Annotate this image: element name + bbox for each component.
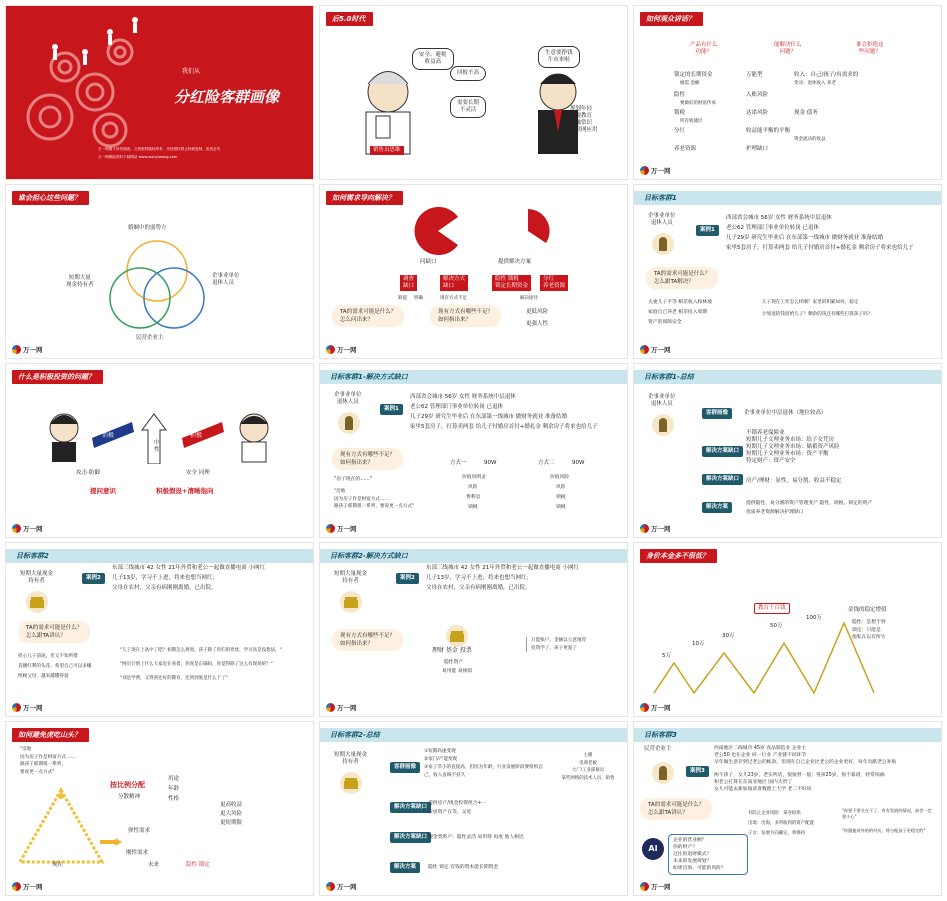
slide-title: 身价本金多不很低？ bbox=[640, 549, 717, 563]
short-term: 更短期限 bbox=[220, 820, 243, 826]
case-line: 早年做生意存到过老公的帐款、但现在自己企业比老公的企业更好，每年贡献老公补贴 bbox=[714, 760, 897, 765]
profile-line: ③家子非小的直接高，但因为年龄，行业发展阶段要组织自己，收入直线不持久 bbox=[424, 765, 543, 778]
slide-1-cover[interactable] bbox=[6, 6, 313, 179]
logo: 万一网 bbox=[640, 166, 671, 175]
note-line: 怎么问出来？ bbox=[340, 317, 374, 323]
solution-label: 提供解决方案 bbox=[498, 259, 532, 265]
trait-item: 互联网应用 bbox=[570, 127, 598, 133]
section-tag: 解决方案缺口 bbox=[390, 802, 431, 813]
left-item: 养老资源 bbox=[674, 146, 697, 152]
note-line: 怎么跟TA讲认？ bbox=[26, 633, 66, 639]
note-line: TA的需求可能是什么？ bbox=[648, 802, 705, 808]
bullet: 短期儿子文理业务市场：储蓄资产风险 bbox=[746, 444, 840, 450]
slide-title: 目标客群3 bbox=[634, 728, 941, 742]
result-line: 更低风险 bbox=[526, 309, 549, 315]
case-tag: 案例1 bbox=[380, 404, 403, 415]
need-item: 夫妻儿子平等 相差收入和林坡 bbox=[648, 300, 712, 305]
bullet-list bbox=[746, 430, 840, 465]
slide-title: 如何需求导向解决？ bbox=[326, 191, 403, 205]
logo: 万一网 bbox=[640, 345, 671, 354]
slide-title: 如何避免虎吃山头？ bbox=[12, 728, 89, 742]
slide-4[interactable] bbox=[6, 185, 313, 358]
slide-title: 目标客群2-总结 bbox=[320, 728, 627, 742]
slide-2[interactable] bbox=[320, 6, 627, 179]
trait-item: 金融常识 bbox=[570, 120, 593, 126]
method-2-item: 价值风险 bbox=[550, 475, 570, 480]
need-item: 照顾父母、越来越懂得爱 bbox=[18, 674, 69, 679]
box-sub: 隐性：是想不到 锁定：只能是 他私在以有所失 bbox=[852, 620, 886, 640]
slide-12[interactable] bbox=[634, 543, 941, 716]
section-tag: 解决方案缺口 bbox=[702, 446, 743, 457]
need-item: 出境：出海，多所收到的资产配置 bbox=[748, 821, 814, 826]
elderly-person-icon bbox=[652, 414, 674, 436]
method-1-item: 锁税 bbox=[468, 505, 478, 510]
point-label: 100万 bbox=[806, 615, 822, 621]
case-line: 和老公打算在东南亚地区 国内太贵了 bbox=[714, 780, 793, 785]
who-label: 短期大量现金 持有者 bbox=[20, 571, 54, 584]
box-label: 金钱的稳定增值 bbox=[848, 607, 887, 613]
gap-box: 隐性 锁税 锁定长期资金 bbox=[492, 275, 531, 291]
easy-use-label: 易用能 易相似 bbox=[442, 669, 473, 674]
spread-label: 分散精神 bbox=[118, 794, 141, 800]
high-return: 更高收益 bbox=[220, 802, 243, 808]
business-owner-icon bbox=[652, 762, 674, 784]
case-line: 父母在农村，父亲有病刚刚离婚，已出院。 bbox=[426, 585, 531, 591]
case-line: 家里5套房子，打算卖两套 给儿子付婚房首付+婚礼金 剩余房子将来也给儿子 bbox=[410, 424, 598, 430]
need-item: 直播红利的头花、希望自己可以多赚 bbox=[18, 664, 92, 669]
quote-2: "房地 因为房子作是财富方式…… 跟孩子那期很一系列，要说更一点方式" bbox=[334, 489, 415, 509]
bubble-bull-market: 生意要挣钱 牛市来啦 bbox=[538, 46, 580, 68]
gap-box: 调查 缺口 bbox=[400, 275, 417, 291]
bubble-long-term: 需要长期 不灵活 bbox=[450, 96, 486, 118]
right-item: 收入：自己/孩子/有需求的 bbox=[794, 72, 859, 78]
question-3: 谁会拒绝这 些问题？ bbox=[856, 42, 884, 55]
bullet: 特定财产：资产安全 bbox=[746, 458, 796, 464]
case-line: 父母在农村，父亲有病刚刚离婚，已出院。 bbox=[112, 585, 217, 591]
high-risk: 更大风险 bbox=[220, 811, 243, 817]
slide-8[interactable] bbox=[320, 364, 627, 537]
right-note: 万能账户，金额以立意推荐 投资学了，孩子更爱了 bbox=[526, 637, 622, 652]
slide-14[interactable] bbox=[320, 722, 627, 895]
note-line: 怎么跟TA讲认？ bbox=[648, 810, 688, 816]
gap-box: 解决方式 缺口 bbox=[440, 275, 468, 291]
case-line: 西南地区二线城市 45岁 食品制造业 企业主 bbox=[714, 746, 807, 751]
quote: "房地 因为房子作是财富方式…… 跟孩子那期很一系列， 要说更一点方式" bbox=[20, 747, 76, 775]
case-line: 儿子13岁，学习不上进，将来也想当网红； bbox=[112, 575, 218, 581]
quote: "儿子现在上高中了吧？初期怎么规划，孩子除了你们的担忧，学习真是没想法。" bbox=[120, 648, 282, 653]
trait-item: 规划年轻 bbox=[570, 106, 593, 112]
question-note bbox=[332, 629, 403, 651]
slide-15[interactable] bbox=[634, 722, 941, 895]
who-label: 短期大量现金 持有者 bbox=[334, 571, 368, 584]
gap-sub: 现有方式不足 bbox=[440, 296, 467, 301]
profile-line: ②家门/产能变现 bbox=[424, 757, 458, 762]
logo: 万一网 bbox=[326, 703, 357, 712]
case-line: 东部三线城市 42 女性 21年外贸和老公一起做直播电商 小网红 bbox=[426, 565, 579, 571]
products-label: 理财 基金 投票 bbox=[432, 647, 472, 654]
logo: 万一网 bbox=[640, 703, 671, 712]
case-line: 西部省会城市 56岁 女性 财务系统中层退休 bbox=[726, 215, 832, 221]
logo: 万一网 bbox=[12, 345, 43, 354]
section-tag: 解决方案缺口 bbox=[390, 832, 431, 843]
ai-question: 企业的营业额？ bbox=[673, 838, 707, 843]
need-item: 担心儿子前途、但又不知所措 bbox=[18, 654, 78, 659]
factor: 年龄 bbox=[168, 786, 180, 792]
quote: "你要不要关在干了，有有发展的情况，前会一定要小心" bbox=[842, 808, 932, 819]
section-tag: 客群画像 bbox=[390, 762, 420, 773]
need-item: 有防止企业风险：某业损损 bbox=[748, 811, 801, 816]
gold-bars-icon bbox=[446, 625, 468, 647]
note-line: 现有方式有哪些不足？ bbox=[438, 309, 494, 315]
factor: 性格 bbox=[168, 796, 180, 802]
quote: "刘是学费，又得到还好的教育，还到到底是什么个了" bbox=[120, 676, 228, 681]
cover-line-2: 万一网保险资料下载网站 www.wanyiwang.com bbox=[98, 155, 178, 159]
gap-line: 提供房产/现金投资组合+一 bbox=[428, 801, 487, 806]
slide-3[interactable] bbox=[634, 6, 941, 179]
trait-list bbox=[570, 106, 598, 134]
slide-5[interactable] bbox=[320, 185, 627, 358]
slide-11[interactable] bbox=[320, 543, 627, 716]
gap-line: 安居资产在等，父母 bbox=[428, 810, 472, 815]
method-1-item: 价值风明灵 bbox=[462, 475, 486, 480]
point-label: 50万 bbox=[770, 623, 783, 629]
point-label: 10万 bbox=[692, 641, 705, 647]
note-line: TA的需求可能是什么？ bbox=[26, 625, 83, 631]
case-tag: 案例2 bbox=[82, 573, 105, 584]
section-tag: 客群画像 bbox=[702, 408, 732, 419]
left-item: 锁税 bbox=[674, 110, 686, 116]
note-line: 现有方式有哪些不足？ bbox=[340, 633, 396, 639]
question-note bbox=[332, 305, 404, 327]
logo: 万一网 bbox=[12, 882, 43, 891]
case-line: 老公62 管理部门事业单位转岗 已退休 bbox=[410, 404, 503, 410]
logo: 万一网 bbox=[326, 524, 357, 533]
solution-line: 隐性 锁定 有钱的资本能长期资金 bbox=[428, 865, 499, 870]
method-1: 方式一 bbox=[450, 460, 467, 466]
ai-question-box bbox=[668, 834, 748, 875]
note-line: 如何指出来？ bbox=[340, 641, 374, 647]
question-note bbox=[332, 448, 403, 470]
gap-sub: 解决途径 bbox=[520, 296, 538, 301]
question-2: 能解决什么 问题？ bbox=[774, 42, 802, 55]
positive-label: 积极 bbox=[190, 432, 203, 439]
method-1-value: 90W bbox=[484, 460, 497, 466]
quote: "你跟他对外的的经历，将分配孩子更稳定的" bbox=[842, 828, 926, 833]
quote: "网页行情上什么大家也在看着，你真是正确吗，你觉得除了这么有现场的？" bbox=[120, 662, 273, 667]
elastic-need: 弹性需求 bbox=[128, 828, 151, 834]
slide-title: 如何观众讲话？ bbox=[640, 12, 703, 26]
logo: 万一网 bbox=[640, 882, 671, 891]
logo: 万一网 bbox=[12, 703, 43, 712]
slide-title: 什么是积极投资的问题？ bbox=[12, 370, 103, 384]
quote-1: "房子现在的……" bbox=[334, 477, 372, 482]
bullet: 短期儿子文理业务市场：资产平衡 bbox=[746, 451, 829, 457]
note-line: 如何指出来？ bbox=[438, 317, 472, 323]
bullet: 不锁养老保障业 bbox=[746, 430, 785, 436]
ai-question: 未来的发展规划？ bbox=[673, 859, 712, 864]
slide-10[interactable] bbox=[6, 543, 313, 716]
slide-13[interactable] bbox=[6, 722, 313, 895]
case-line: 两个孩子，女儿23岁，老实听话，很接替一般；男孩25岁，很不靠谱，经常闯祸 bbox=[714, 773, 885, 778]
pie-shapes-icon bbox=[410, 203, 550, 259]
ai-question: 过往的退财模式？ bbox=[673, 852, 712, 857]
bubble-safety: 安全、避税 收益高 bbox=[412, 48, 454, 70]
cover-sub: 我们从 bbox=[182, 68, 201, 75]
case-line: 西部省会城市 56岁 女性 财务系统中层退休 bbox=[410, 394, 516, 400]
slide-title: 目标客群2 bbox=[6, 549, 313, 563]
slide-title: 目标客群1-总结 bbox=[634, 370, 941, 384]
slide-title: 后5.0时代 bbox=[326, 12, 373, 26]
pyramid-icon bbox=[16, 786, 106, 866]
gap-sub: 明确 bbox=[414, 296, 423, 301]
attack-defend-label: 攻击·防御 bbox=[76, 470, 100, 476]
mid-item: 收益能平衡的平衡 bbox=[746, 128, 791, 134]
note-line: TA的需求可能是什么？ bbox=[654, 271, 711, 277]
logo: 万一网 bbox=[12, 524, 43, 533]
case-line: 儿子29岁 研究生毕业后 在东部第一线城市 做财务就业 准备结婚 bbox=[726, 235, 883, 241]
sales-mindset-tag: 销售员思维 bbox=[370, 146, 404, 155]
mid-item: 达诺风险 bbox=[746, 110, 769, 116]
cover-line-1: 万一网旗下所有图表、文档资料版权所有，未经授权禁止转载复制，违者必究 bbox=[98, 147, 221, 151]
logo: 万一网 bbox=[326, 345, 357, 354]
question-note bbox=[646, 267, 718, 289]
neutral-label: 中 性 bbox=[154, 440, 160, 453]
slide-7[interactable] bbox=[6, 364, 313, 537]
elderly-person-icon bbox=[652, 233, 674, 255]
ai-question: 你的财产？ bbox=[673, 845, 697, 850]
section-tag: 解决方案 bbox=[702, 502, 732, 513]
slide-6[interactable] bbox=[634, 185, 941, 358]
logo: 万一网 bbox=[640, 524, 671, 533]
left-item: 锁定的长期资金 bbox=[674, 72, 713, 78]
ai-badge-icon: AI bbox=[642, 838, 664, 860]
case-line: 家里5套房子，打算卖两套 给儿子付婚房首付+婚礼金 剩余房子将来也给儿子 bbox=[726, 245, 914, 251]
left-item: 分红 bbox=[674, 128, 686, 134]
proportion-label: 按比例分配 bbox=[110, 781, 145, 789]
rigid-need: 刚性需求 bbox=[126, 850, 149, 856]
slide-title: 谁会担心这些问题？ bbox=[12, 191, 89, 205]
safe-label: 安全 同理 bbox=[186, 470, 210, 476]
left-item: 隐性 bbox=[674, 92, 686, 98]
question-1: 产品有什么 功能？ bbox=[690, 42, 718, 55]
slide-title: 目标客群2-解决方式缺口 bbox=[320, 549, 627, 563]
ask-gap-label: 问缺口 bbox=[420, 259, 437, 265]
growth-line-icon bbox=[644, 583, 924, 703]
case-line: 儿子13岁，学习不上进，将来也想当网红； bbox=[426, 575, 532, 581]
who-label: 企事业单位 退休人员 bbox=[648, 394, 676, 407]
venn-bottom: 民营企业主 bbox=[136, 335, 164, 341]
result-line: 更强人性 bbox=[526, 321, 549, 327]
case-tag: 案例3 bbox=[686, 766, 709, 777]
slide-title: 目标客群1 bbox=[634, 191, 941, 205]
question-note bbox=[430, 305, 501, 327]
method-2-value: 90W bbox=[572, 460, 585, 466]
case-line: 儿子29岁 研究生毕业后 在东部第一线城市 做财务就业 准备结婚 bbox=[410, 414, 567, 420]
ai-question: 如果出海，可能的风险？ bbox=[673, 866, 726, 871]
left-sub: 所有收储层 bbox=[680, 119, 703, 124]
left-sub: 刚需 金额 bbox=[680, 81, 700, 86]
profile-line: ①短期高速变现 bbox=[424, 749, 456, 754]
gap-box: 分红 养老资源 bbox=[540, 275, 568, 291]
right-item: 现金 债务 bbox=[794, 110, 818, 116]
method-1-item: 风险 bbox=[468, 485, 478, 490]
note-line: 现有方式有哪些不足？ bbox=[340, 452, 396, 458]
venn-top: 婚姻中的弱势方 bbox=[128, 225, 167, 231]
logo: 万一网 bbox=[326, 882, 357, 891]
right-item: 资金流动的收益 bbox=[794, 137, 826, 142]
positive-assumption: 积极假设+清晰指向 bbox=[156, 487, 214, 495]
slide-9[interactable] bbox=[634, 364, 941, 537]
emotion-faces-icon bbox=[42, 404, 282, 464]
case-line: 女儿可能去新加坡读喜数理上大学 老二不好说 bbox=[714, 787, 812, 792]
future-label: 未来 bbox=[148, 862, 160, 868]
method-1-item: 费利息 bbox=[466, 495, 481, 500]
ask-awareness: 提问意识 bbox=[90, 487, 116, 495]
section-tag: 解决方案 bbox=[390, 862, 420, 873]
cover-title: 分红险客群画像 bbox=[174, 88, 280, 106]
note-line: 怎么跟TA解决？ bbox=[654, 279, 694, 285]
gold-bars-icon bbox=[340, 591, 362, 613]
profile-text: 企事业单位中层退休（地位较高） bbox=[744, 410, 827, 416]
need-item: 家庭自己养老 相差投入周期 bbox=[648, 310, 708, 315]
trait-item: 重视教育 bbox=[570, 113, 593, 119]
box-label: 教育千百钱 bbox=[754, 603, 790, 614]
gap-sub: 缺提 bbox=[398, 296, 407, 301]
bullet: 短期儿子文理业务市场：给子女凭房 bbox=[746, 437, 835, 443]
case-line: 东部三线城市 42 女性 21年外贸和老公一起做直播电商 小网红 bbox=[112, 565, 265, 571]
lock-label: 隐性 锁定 bbox=[186, 862, 210, 868]
mid-item: 万能型 bbox=[746, 72, 763, 78]
who-label: 企事业单位 退休人员 bbox=[648, 213, 676, 226]
method-2: 方式二 bbox=[538, 460, 555, 466]
point-label: 5万 bbox=[662, 653, 671, 659]
who-label: 民营企业主 bbox=[644, 746, 672, 752]
gap-line: 现金类资产：隐性灵活 易用得 再度 他人相近 bbox=[428, 835, 524, 840]
section-tag: 解决方案缺口 bbox=[702, 474, 743, 485]
case-tag: 案例1 bbox=[696, 225, 719, 236]
who-label: 短期大量现金 持有者 bbox=[334, 752, 368, 765]
venn-right: 企事业单位 退休人员 bbox=[212, 273, 240, 286]
case-line: 老公62 管理部门事业单位转岗 已退休 bbox=[726, 225, 819, 231]
question-item: 儿子现在工作怎么样啊？家里的积累如何，稳定 bbox=[762, 300, 859, 305]
note-line: TA的需求可能是什么？ bbox=[340, 309, 397, 315]
gold-bars-icon bbox=[26, 591, 48, 613]
slide-title: 目标客群1-解决方式缺口 bbox=[320, 370, 627, 384]
now-label: 现在 bbox=[52, 862, 64, 868]
mid-item: 护理缺口 bbox=[746, 146, 769, 152]
method-2-item: 锁税 bbox=[556, 505, 566, 510]
case-line: 老公50 也在企业 同一行业 产业链不同环节 bbox=[714, 753, 807, 758]
gears-icon bbox=[10, 12, 160, 162]
elderly-person-icon bbox=[338, 412, 360, 434]
bullet: 提供隐性、易分割的资产管理变产 隐性、锁税、锁定的资产 bbox=[746, 501, 873, 506]
left-sub: 要做好的财富传承 bbox=[680, 101, 716, 106]
bullet: 优质养老资源解决护理缺口 bbox=[746, 510, 804, 515]
venn-left: 短期大量 现金持有者 bbox=[66, 275, 94, 288]
who-label: 企事业单位 退休人员 bbox=[334, 392, 362, 405]
bubble-low-return: 回报不高 bbox=[450, 66, 486, 81]
right-item: 变动：退休收入 养老 bbox=[794, 81, 836, 86]
question-note bbox=[18, 621, 90, 643]
side-note: 主播 电商老板 大厂/工业部雇员 某些网络的技术人员、销售 bbox=[561, 753, 615, 781]
question-note bbox=[640, 798, 712, 820]
question-item: 计划退的钱留给儿子？剩余的钱还有哪些打算孩子吗？ bbox=[762, 312, 873, 317]
bullet: 房产/理财：显性，易分割，收益不稳定 bbox=[746, 478, 842, 484]
method-2-item: 风险 bbox=[556, 485, 566, 490]
need-item: 资产的保障安全 bbox=[648, 320, 682, 325]
venn-diagram-icon bbox=[102, 233, 212, 343]
point-label: 30万 bbox=[722, 633, 735, 639]
hidden-asset-label: 隐性资产 bbox=[444, 660, 464, 665]
need-item: 子女：发展方向确定，将保持 bbox=[748, 831, 806, 836]
note-line: 如何指出来？ bbox=[340, 460, 374, 466]
negative-label: 消极 bbox=[102, 432, 115, 439]
mid-item: 入账风险 bbox=[746, 92, 769, 98]
factor: 用途 bbox=[168, 776, 180, 782]
method-2-item: 锁税 bbox=[556, 495, 566, 500]
gold-bars-icon bbox=[340, 772, 362, 794]
case-tag: 案例2 bbox=[396, 573, 419, 584]
